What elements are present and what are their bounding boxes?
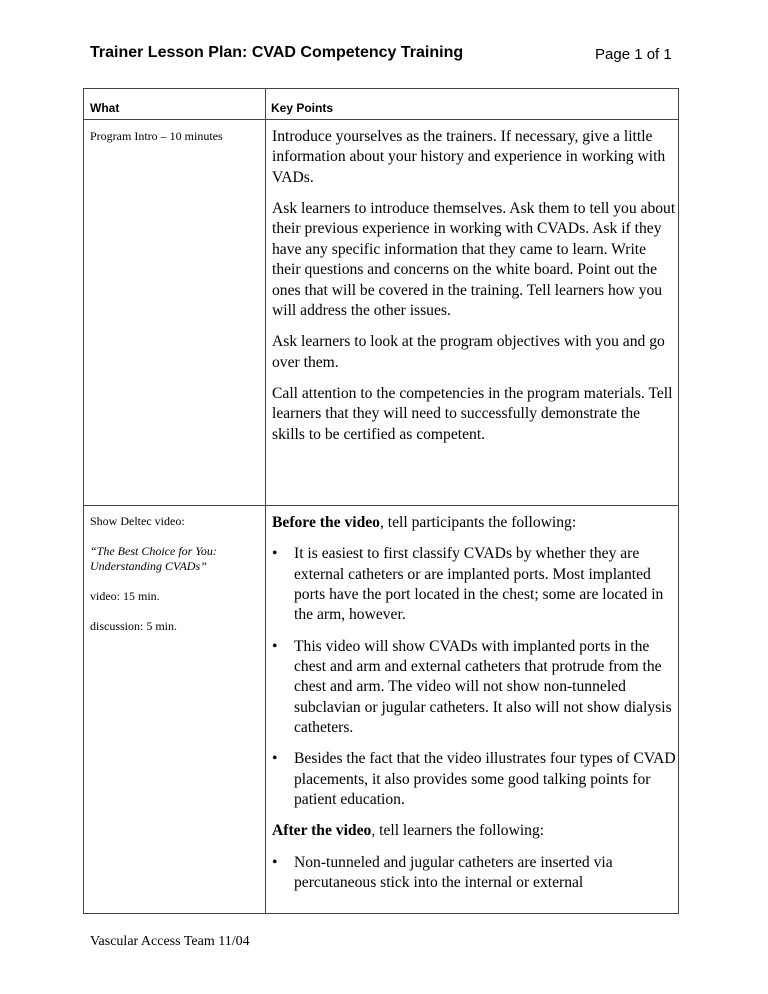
key-point-paragraph: Ask learners to introduce themselves. Ask them to tell you about their previous experience in working with CVADs. Ask if they have any specific information that they came to learn. Write their questions and concerns on the white board. Point out the ones that will be covered in the training. Tell learners how you will address the other issues. bbox=[272, 200, 676, 320]
after-video-text: , tell learners the following: bbox=[371, 822, 545, 840]
key-point-paragraph: Call attention to the competencies in the program materials. Tell learners that they will need to successfully demonstrate the skills to be certified as competent. bbox=[272, 384, 673, 443]
after-video-intro bbox=[272, 821, 676, 841]
before-video-label: Before the video bbox=[272, 514, 380, 531]
header-row-divider bbox=[84, 119, 678, 120]
lesson-plan-table bbox=[83, 88, 679, 914]
row-key-points-cell bbox=[272, 513, 676, 904]
bullet-text: It is easiest to first classify CVADs by whether they are external catheters or are implanted ports. Most implanted ports have the port located in the chest; some are located in the arm, however. bbox=[294, 545, 664, 624]
row-what-label: Program Intro – 10 minutes bbox=[90, 129, 223, 143]
row-what-cell bbox=[90, 129, 260, 159]
bullet-icon: • bbox=[272, 545, 278, 563]
bullet-item bbox=[272, 853, 676, 894]
column-header-what: What bbox=[90, 101, 120, 115]
column-divider bbox=[265, 89, 266, 913]
key-point-paragraph: Introduce yourselves as the trainers. If necessary, give a little information about your history and experience in working with VADs. bbox=[272, 128, 666, 186]
column-header-key-points: Key Points bbox=[271, 101, 334, 115]
document-title: Trainer Lesson Plan: CVAD Competency Training bbox=[90, 44, 464, 61]
row-what-cell bbox=[90, 514, 260, 649]
document-footer: Vascular Access Team 11/04 bbox=[90, 934, 250, 949]
bullet-item bbox=[272, 749, 676, 810]
row-divider bbox=[84, 505, 678, 506]
bullet-text: Non-tunneled and jugular catheters are inserted via percutaneous stick into the internal or external bbox=[294, 853, 613, 892]
video-duration: video: 15 min. bbox=[90, 589, 160, 603]
bullet-icon: • bbox=[272, 637, 278, 655]
key-point-paragraph: Ask learners to look at the program objectives with you and go over them. bbox=[272, 333, 665, 371]
bullet-text: Besides the fact that the video illustrates four types of CVAD placements, it also provides some good talking points for patient education. bbox=[294, 750, 676, 809]
row-key-points-cell bbox=[272, 127, 676, 456]
bullet-icon: • bbox=[272, 750, 278, 768]
after-video-label: After the video bbox=[272, 822, 372, 840]
bullet-icon: • bbox=[272, 853, 278, 871]
row-what-label: Show Deltec video: bbox=[90, 514, 185, 528]
bullet-item bbox=[272, 637, 676, 739]
bullet-text: This video will show CVADs with implanted ports in the chest and arm and external catheters that protrude from the chest and arm. The video will not show non-tunneled subclavian or jugular catheters. It also will not show dialysis catheters. bbox=[294, 637, 672, 737]
discussion-duration: discussion: 5 min. bbox=[90, 619, 178, 633]
page-number: Page 1 of 1 bbox=[595, 46, 672, 63]
bullet-item bbox=[272, 544, 676, 626]
video-title: “The Best Choice for You: Understanding CVADs” bbox=[90, 544, 217, 573]
before-video-text: , tell participants the following: bbox=[379, 514, 577, 531]
before-video-intro bbox=[272, 513, 676, 533]
